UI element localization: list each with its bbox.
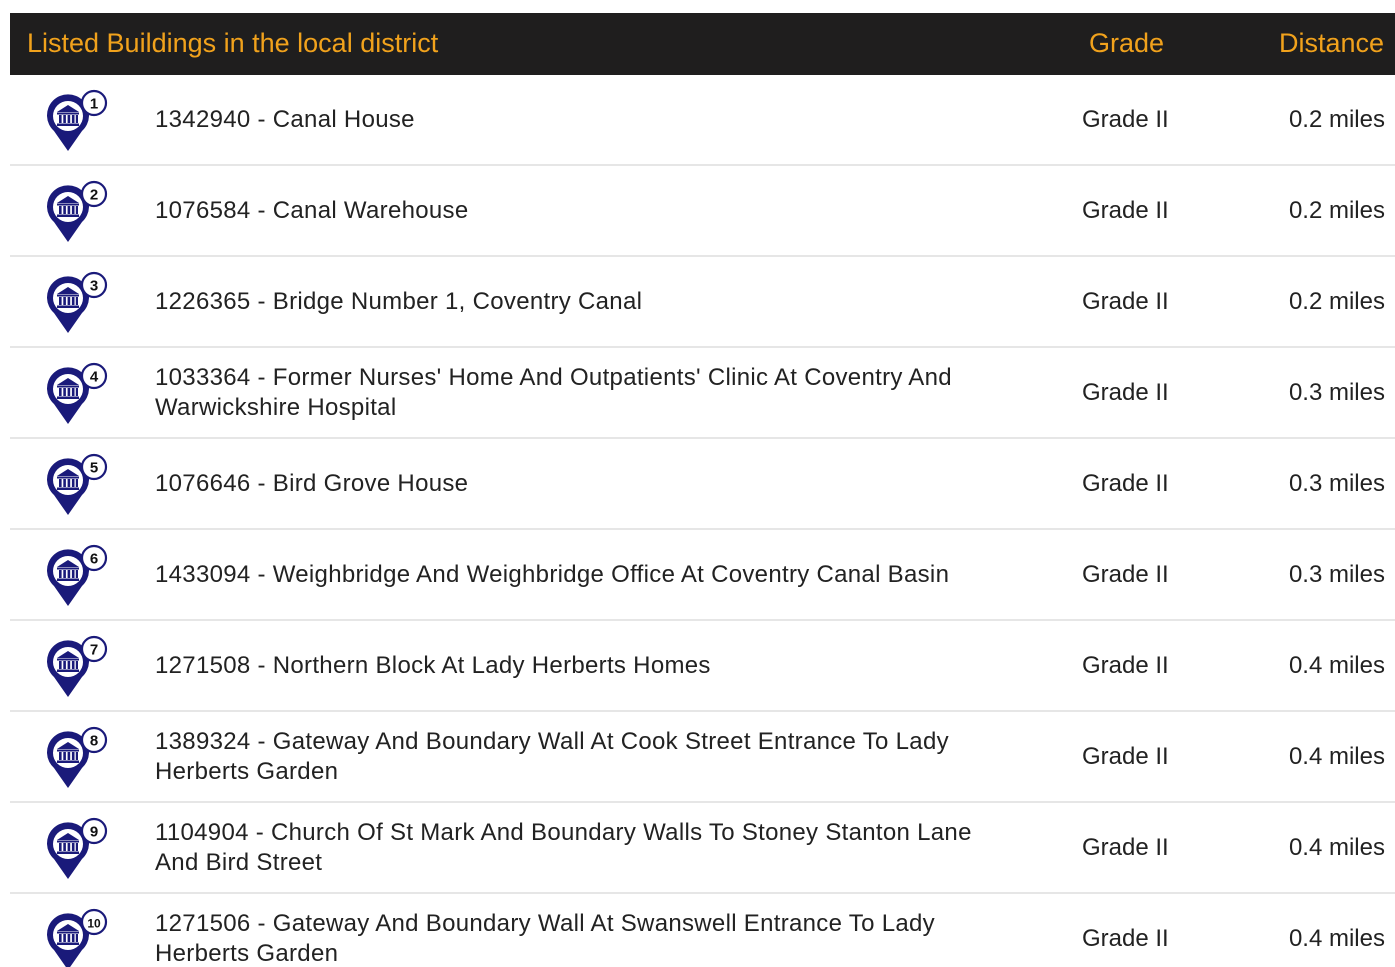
table-row[interactable] <box>10 530 1395 621</box>
marker-number: 5 <box>89 459 99 477</box>
table-row[interactable] <box>10 348 1395 439</box>
listed-building-pin-icon <box>44 635 108 699</box>
building-name-link[interactable] <box>155 621 985 710</box>
table-row[interactable] <box>10 257 1395 348</box>
listed-building-pin-icon <box>44 726 108 790</box>
marker-number: 6 <box>89 550 99 568</box>
building-distance: 0.4 miles <box>1288 651 1385 679</box>
building-name-link[interactable] <box>155 712 985 801</box>
building-grade: Grade II <box>1082 742 1169 770</box>
table-row[interactable] <box>10 439 1395 530</box>
building-name-link[interactable] <box>155 803 985 892</box>
building-name-link[interactable] <box>155 439 985 528</box>
building-distance: 0.2 miles <box>1288 105 1385 133</box>
listed-building-pin-icon <box>44 544 108 608</box>
building-grade: Grade II <box>1082 469 1169 497</box>
building-grade: Grade II <box>1082 196 1169 224</box>
listed-building-pin-icon <box>44 362 108 426</box>
building-grade: Grade II <box>1082 560 1169 588</box>
table-row[interactable] <box>10 712 1395 803</box>
building-grade: Grade II <box>1082 378 1169 406</box>
marker-number: 9 <box>89 823 99 841</box>
listed-building-pin-icon <box>44 180 108 244</box>
marker-number: 3 <box>89 277 99 295</box>
distance-column-header: Distance <box>1279 28 1385 58</box>
table-row[interactable] <box>10 803 1395 894</box>
grade-column-header: Grade <box>1089 28 1165 58</box>
building-grade: Grade II <box>1082 833 1169 861</box>
building-name: 1433094 - Weighbridge And Weighbridge Office At Coventry Canal Basin <box>155 560 950 588</box>
building-distance: 0.3 miles <box>1288 378 1385 406</box>
building-distance: 0.3 miles <box>1288 469 1385 497</box>
listed-buildings-table <box>10 13 1395 967</box>
building-distance: 0.4 miles <box>1288 924 1385 952</box>
building-name-link[interactable] <box>155 530 985 619</box>
marker-number: 7 <box>89 641 99 659</box>
building-name: 1389324 - Gateway And Boundary Wall At Cook Street Entrance To Lady Herberts Garden <box>155 727 949 785</box>
table-header <box>10 13 1395 75</box>
table-row[interactable] <box>10 75 1395 166</box>
building-grade: Grade II <box>1082 651 1169 679</box>
table-body <box>10 75 1395 967</box>
building-name: 1271506 - Gateway And Boundary Wall At Swanswell Entrance To Lady Herberts Garden <box>155 909 935 967</box>
building-distance: 0.2 miles <box>1288 287 1385 315</box>
building-name-link[interactable] <box>155 75 985 164</box>
building-grade: Grade II <box>1082 287 1169 315</box>
marker-number: 4 <box>89 368 99 386</box>
table-row[interactable] <box>10 166 1395 257</box>
listed-building-pin-icon <box>44 453 108 517</box>
table-row[interactable] <box>10 621 1395 712</box>
building-name: 1226365 - Bridge Number 1, Coventry Canal <box>155 287 643 315</box>
building-grade: Grade II <box>1082 105 1169 133</box>
building-name-link[interactable] <box>155 348 985 437</box>
marker-number: 8 <box>89 732 99 750</box>
building-distance: 0.2 miles <box>1288 196 1385 224</box>
building-name: 1104904 - Church Of St Mark And Boundary Walls To Stoney Stanton Lane And Bird Street <box>155 818 972 876</box>
listed-building-pin-icon <box>44 908 108 967</box>
building-distance: 0.3 miles <box>1288 560 1385 588</box>
building-distance: 0.4 miles <box>1288 742 1385 770</box>
listed-building-pin-icon <box>44 89 108 153</box>
building-name-link[interactable] <box>155 257 985 346</box>
building-name-link[interactable] <box>155 894 985 967</box>
building-name: 1076646 - Bird Grove House <box>155 469 469 497</box>
marker-number: 1 <box>89 95 99 113</box>
listed-building-pin-icon <box>44 817 108 881</box>
building-name: 1076584 - Canal Warehouse <box>155 196 469 224</box>
marker-number: 2 <box>89 186 99 204</box>
building-grade: Grade II <box>1082 924 1169 952</box>
table-row[interactable] <box>10 894 1395 967</box>
table-title: Listed Buildings in the local district <box>27 28 439 58</box>
listed-building-pin-icon <box>44 271 108 335</box>
building-name: 1342940 - Canal House <box>155 105 415 133</box>
building-name: 1033364 - Former Nurses' Home And Outpatients' Clinic At Coventry And Warwickshire Hospital <box>155 363 952 421</box>
building-name: 1271508 - Northern Block At Lady Herberts Homes <box>155 651 711 679</box>
building-distance: 0.4 miles <box>1288 833 1385 861</box>
building-name-link[interactable] <box>155 166 985 255</box>
marker-number: 10 <box>87 916 101 931</box>
